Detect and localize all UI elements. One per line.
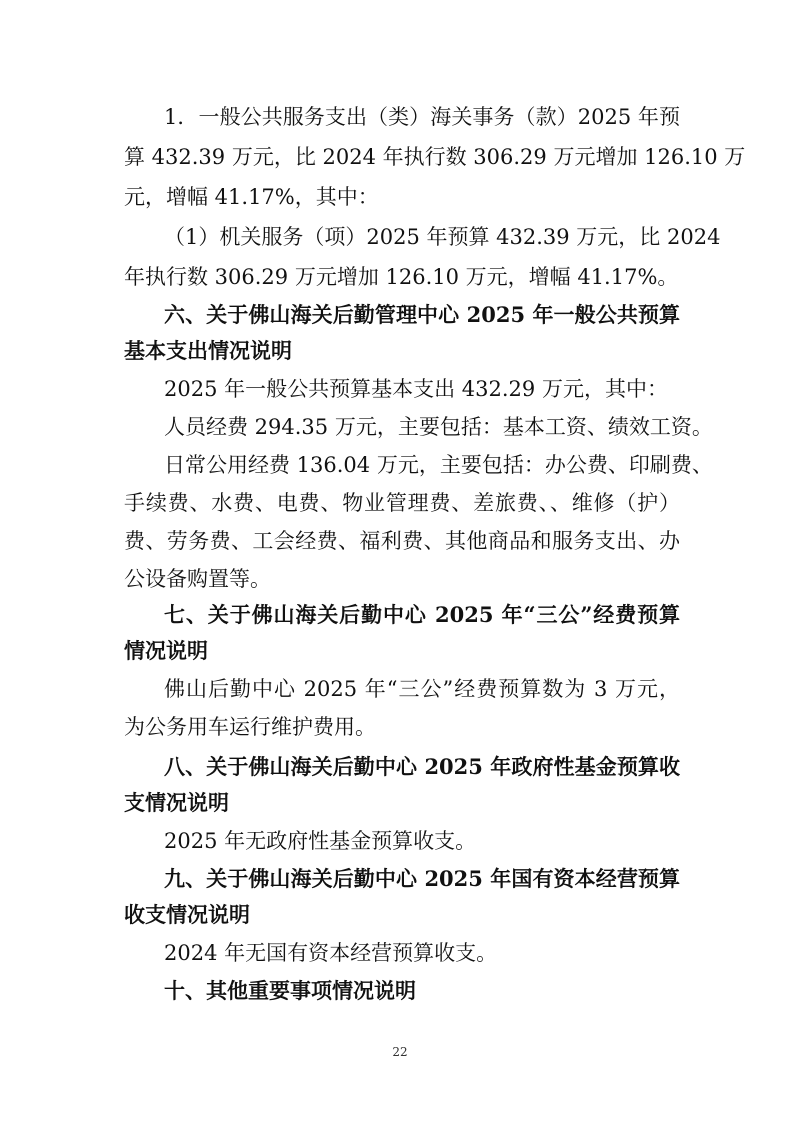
paragraph-line: 2025 年无政府性基金预算收支。 bbox=[164, 829, 477, 853]
section-heading: 支情况说明 bbox=[124, 790, 229, 815]
section-heading: 情况说明 bbox=[124, 638, 208, 663]
paragraph-line: 2025 年一般公共预算基本支出 432.29 万元，其中： bbox=[164, 377, 668, 401]
section-heading: 七、关于佛山海关后勤中心 2025 年“三公”经费预算 bbox=[164, 602, 680, 627]
paragraph-line: 2024 年无国有资本经营预算收支。 bbox=[164, 941, 498, 965]
section-heading: 六、关于佛山海关后勤管理中心 2025 年一般公共预算 bbox=[164, 302, 680, 327]
paragraph-line: 人员经费 294.35 万元，主要包括：基本工资、绩效工资。 bbox=[164, 415, 713, 439]
paragraph-line: 日常公用经费 136.04 万元，主要包括：办公费、印刷费、 bbox=[164, 453, 713, 477]
paragraph-line: 年执行数 306.29 万元增加 126.10 万元，增幅 41.17%。 bbox=[124, 265, 679, 289]
paragraph-line: 费、劳务费、工会经费、福利费、其他商品和服务支出、办 bbox=[124, 529, 680, 553]
section-heading: 基本支出情况说明 bbox=[124, 338, 292, 363]
paragraph-line: 为公务用车运行维护费用。 bbox=[124, 715, 376, 739]
paragraph-line: 元，增幅 41.17%，其中： bbox=[124, 185, 379, 209]
section-heading: 八、关于佛山海关后勤中心 2025 年政府性基金预算收 bbox=[164, 754, 680, 779]
paragraph-line: 1．一般公共服务支出（类）海关事务（款）2025 年预 bbox=[164, 105, 680, 129]
paragraph-line: （1）机关服务（项）2025 年预算 432.39 万元，比 2024 bbox=[164, 225, 721, 249]
paragraph-line: 手续费、水费、电费、物业管理费、差旅费、、维修（护） bbox=[124, 491, 680, 515]
paragraph-line: 公设备购置等。 bbox=[124, 567, 271, 591]
page-number: 22 bbox=[392, 1045, 408, 1059]
section-heading: 九、关于佛山海关后勤中心 2025 年国有资本经营预算 bbox=[164, 866, 680, 891]
section-heading: 收支情况说明 bbox=[124, 902, 250, 927]
paragraph-line: 算 432.39 万元，比 2024 年执行数 306.29 万元增加 126.10 万 bbox=[124, 145, 746, 169]
section-heading: 十、其他重要事项情况说明 bbox=[164, 978, 416, 1003]
paragraph-line: 佛山后勤中心 2025 年“三公”经费预算数为 3 万元， bbox=[164, 677, 680, 701]
